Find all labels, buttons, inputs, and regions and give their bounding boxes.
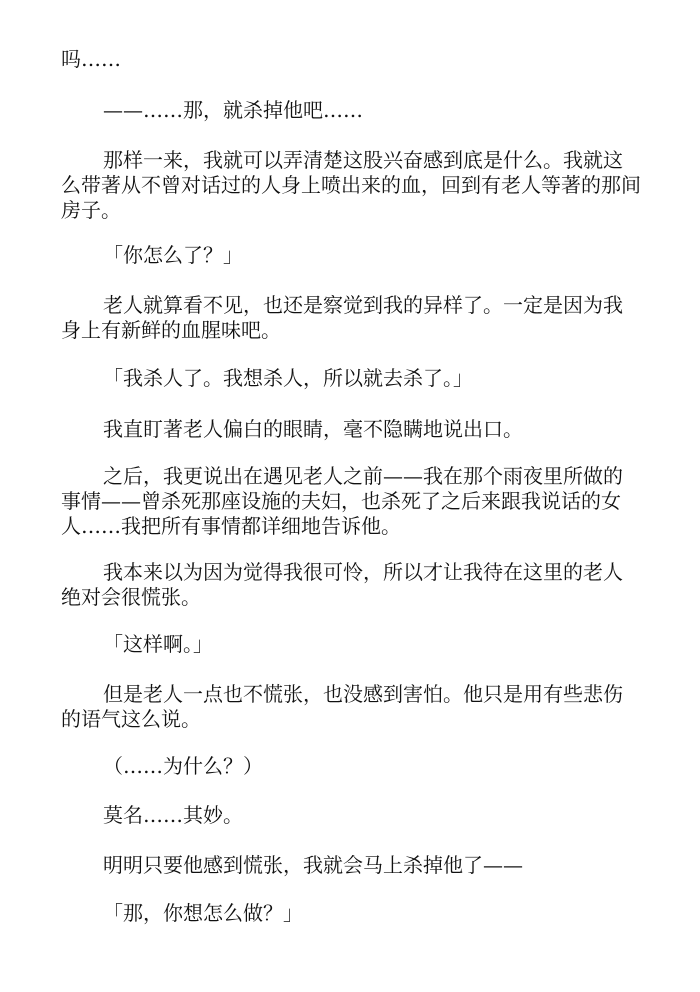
paragraph-9: 我本来以为因为觉得我很可怜，所以才让我待在这里的老人绝对会很慌张。 xyxy=(61,560,623,609)
paragraph-2: ——……那，就杀掉他吧…… xyxy=(103,98,363,122)
paragraph-15: 「那，你想怎么做？」 xyxy=(103,901,303,925)
paragraph-3: 那样一来，我就可以弄清楚这股兴奋感到底是什么。我就这么带著从不曾对话过的人身上喷出来的血，回到有老人等著的那间房子。 xyxy=(61,148,641,222)
paragraph-14: 明明只要他感到慌张，我就会马上杀掉他了—— xyxy=(103,853,523,877)
paragraph-12: （……为什么？） xyxy=(103,754,263,778)
paragraph-1: 吗…… xyxy=(61,47,121,71)
paragraph-8: 之后，我更说出在遇见老人之前——我在那个雨夜里所做的事情——曾杀死那座设施的夫妇，也杀死了之后来跟我说话的女人……我把所有事情都详细地告诉他。 xyxy=(61,464,623,538)
paragraph-5: 老人就算看不见，也还是察觉到我的异样了。一定是因为我身上有新鲜的血腥味吧。 xyxy=(61,293,623,342)
paragraph-10: 「这样啊。」 xyxy=(103,632,213,656)
paragraph-4: 「你怎么了？」 xyxy=(103,243,243,267)
paragraph-6: 「我杀人了。我想杀人，所以就去杀了。」 xyxy=(103,366,473,390)
paragraph-11: 但是老人一点也不慌张，也没感到害怕。他只是用有些悲伤的语气这么说。 xyxy=(61,682,623,731)
paragraph-13: 莫名……其妙。 xyxy=(103,803,243,827)
paragraph-7: 我直盯著老人偏白的眼睛，毫不隐瞒地说出口。 xyxy=(103,417,523,441)
